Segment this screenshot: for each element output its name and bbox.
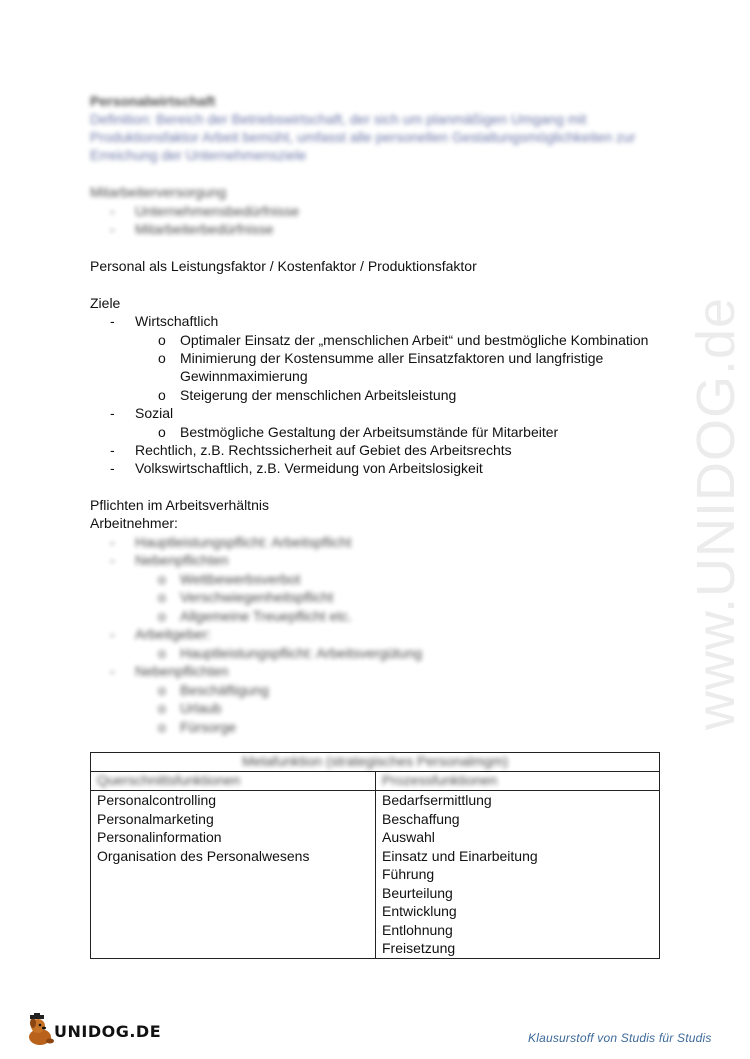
table-cell-querschnitt — [91, 791, 376, 959]
table-item: Auswahl — [382, 829, 435, 845]
arbeitnehmer-label: Arbeitnehmer: — [90, 515, 178, 531]
table-item: Führung — [382, 866, 435, 882]
ziel-subitem: o Optimaler Einsatz der „menschlichen Arbeit“ und bestmögliche Kombination — [180, 331, 648, 349]
section-title-mitarbeiterversorgung: Mitarbeiterversorgung — [90, 184, 227, 200]
pflicht-subitem: o Allgemeine Treuepflicht etc. — [180, 607, 352, 625]
pflicht-subitem: o Beschäftigung — [180, 681, 269, 699]
ziel-rechtlich: - Rechtlich, z.B. Rechtssicherheit auf Gebiet des Arbeitsrechts — [135, 441, 512, 459]
footer-tagline: Klausurstoff von Studis für Studis — [528, 1031, 712, 1045]
table-cell-prozess — [376, 791, 660, 959]
ziel-subitem: o Minimierung der Kostensumme aller Einsatzfaktoren und langfristige — [180, 349, 603, 367]
table-item: Beschaffung — [382, 810, 460, 827]
pflicht-subitem: o Wettbewerbsverbot — [180, 570, 300, 588]
definition-line: Erreichung der Unternehmensziele — [90, 147, 307, 163]
pflicht-subitem: o Urlaub — [180, 699, 221, 717]
section-title-personalwirtschaft: Personalwirtschaft — [90, 93, 216, 109]
table-item: Entwicklung — [382, 903, 457, 919]
table-col2-header: Prozessfunktionen — [376, 772, 660, 791]
table-item: Bedarfsermittlung — [382, 792, 492, 808]
table-col1-header: Querschnittsfunktionen — [91, 772, 376, 791]
unidog-logo — [24, 1013, 164, 1049]
table-item: Einsatz und Einarbeitung — [382, 847, 538, 864]
personal-faktor-line: Personal als Leistungsfaktor / Kostenfaktor / Produktionsfaktor — [90, 258, 477, 274]
pflicht-subitem: o Fürsorge — [180, 718, 236, 736]
pflicht-item: - Nebenpflichten — [135, 551, 228, 569]
ziel-subitem: o Steigerung der menschlichen Arbeitsleistung — [180, 386, 456, 404]
list-item: - Mitarbeiterbedürfnisse — [135, 220, 274, 238]
table-item: Personalinformation — [97, 829, 222, 845]
pflicht-item: - Nebenpflichten — [135, 662, 228, 680]
arbeitgeber-label: - Arbeitgeber: — [135, 625, 211, 643]
table-item: Freisetzung — [382, 940, 456, 956]
table-item: Personalmarketing — [97, 810, 214, 827]
table-item: Personalcontrolling — [97, 792, 217, 808]
watermark: www.UNIDOG.de — [686, 296, 746, 730]
table-item: Entlohnung — [382, 921, 453, 938]
list-item: - Unternehmensbedürfnisse — [135, 202, 299, 220]
ziel-sozial: - Sozial — [135, 404, 173, 422]
table-item: Beurteilung — [382, 884, 453, 901]
ziel-volkswirtschaftlich: - Volkswirtschaftlich, z.B. Vermeidung von Arbeitslosigkeit — [135, 459, 483, 477]
definition-line: Definition: Bereich der Betriebswirtschaft, der sich um planmäßigen Umgang mit — [90, 111, 587, 127]
table-item: Organisation des Personalwesens — [97, 847, 310, 864]
definition-line: Produktionsfaktor Arbeit bemüht, umfasst alle personellen Gestaltungsmöglichkeiten zur — [90, 129, 636, 145]
pflichten-title: Pflichten im Arbeitsverhältnis — [90, 497, 269, 513]
logo-text: UNIDOG.DE — [54, 1022, 162, 1041]
ziel-subitem-continuation: Gewinnmaximierung — [180, 368, 308, 384]
functions-table — [90, 752, 660, 959]
ziel-wirtschaftlich: - Wirtschaftlich — [135, 312, 218, 330]
table-meta-header: Metafunktion (strategisches Personalmgm) — [91, 753, 660, 772]
pflicht-subitem: o Verschwiegenheitspflicht — [180, 588, 333, 606]
ziele-title: Ziele — [90, 295, 121, 311]
pflicht-item: - Hauptleistungspflicht: Arbeitspflicht — [135, 533, 351, 551]
ziel-subitem: o Bestmögliche Gestaltung der Arbeitsumstände für Mitarbeiter — [180, 423, 558, 441]
pflicht-subitem: o Hauptleistungspflicht: Arbeitsvergütung — [180, 644, 422, 662]
table-row — [91, 791, 660, 959]
